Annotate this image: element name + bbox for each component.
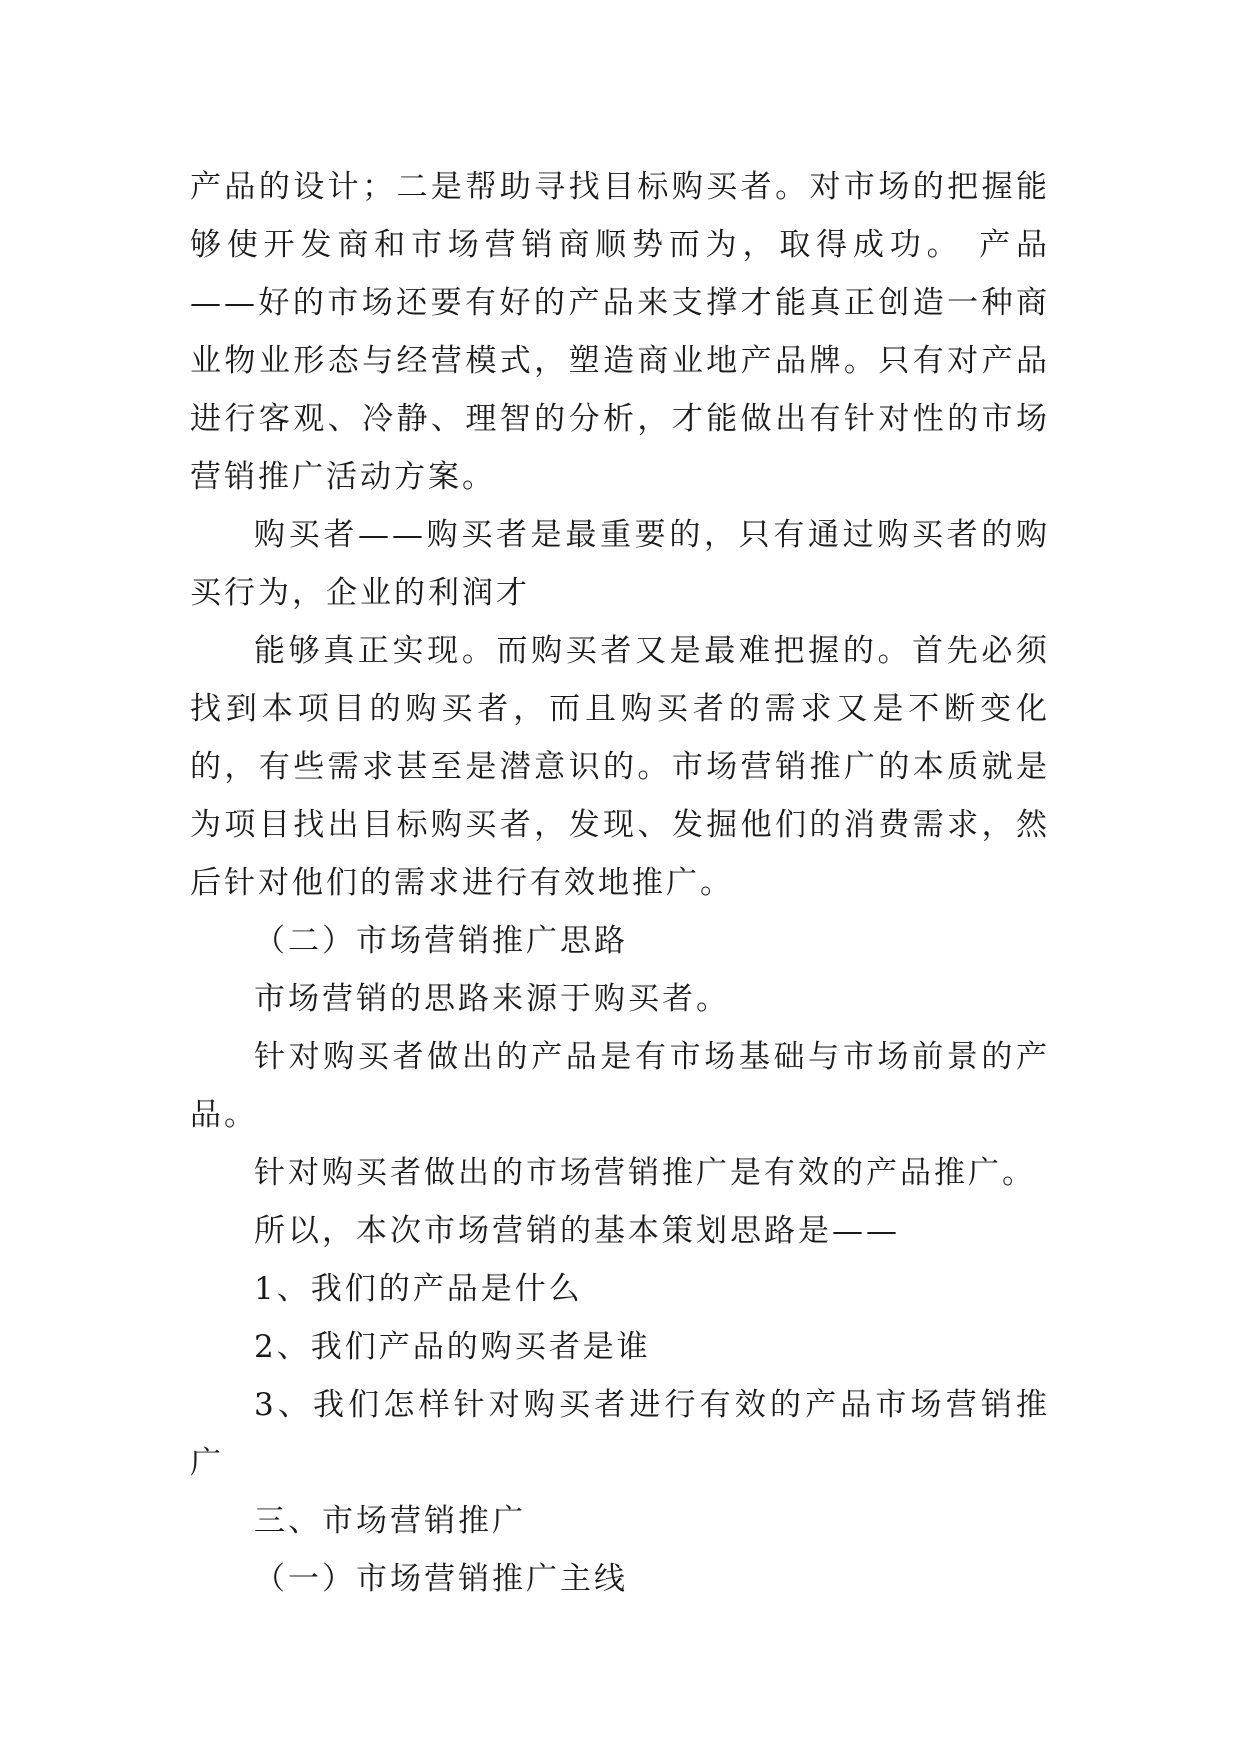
paragraph-product-basis: 针对购买者做出的产品是有市场基础与市场前景的产品。 [190,1039,1050,1133]
paragraph-thinking-source: 市场营销的思路来源于购买者。 [254,981,730,1017]
section-heading-3: 三、市场营销推广 [254,1503,526,1539]
section-heading-3-1: （一）市场营销推广主线 [254,1561,628,1597]
section-heading-2: （二）市场营销推广思路 [254,923,628,959]
list-item-1: 1、我们的产品是什么 [254,1271,583,1307]
list-item-3: 3、我们怎样针对购买者进行有效的产品市场营销推广 [190,1387,1050,1481]
paragraph-buyer: 购买者——购买者是最重要的，只有通过购买者的购买行为，企业的利润才 [190,517,1050,611]
paragraph-product-intro: 产品的设计；二是帮助寻找目标购买者。对市场的把握能够使开发商和市场营销商顺势而为，取得成功。 产品——好的市场还要有好的产品来支撑才能真正创造一种商业物业形态与经营模式，塑造商业地产品牌。只有对产品进行客观、冷静、理智的分析，才能做出有针对性的市场营销推广活动方案。 [190,169,1050,495]
paragraph-effective-promotion: 针对购买者做出的市场营销推广是有效的产品推广。 [254,1155,1036,1191]
paragraph-planning-idea: 所以，本次市场营销的基本策划思路是—— [254,1213,900,1249]
paragraph-buyer-continued: 能够真正实现。而购买者又是最难把握的。首先必须找到本项目的购买者，而且购买者的需求又是不断变化的，有些需求甚至是潜意识的。市场营销推广的本质就是为项目找出目标购买者，发现、发掘他们的消费需求，然后针对他们的需求进行有效地推广。 [190,633,1050,901]
list-item-2: 2、我们产品的购买者是谁 [254,1329,651,1365]
document-body [190,158,1050,1608]
